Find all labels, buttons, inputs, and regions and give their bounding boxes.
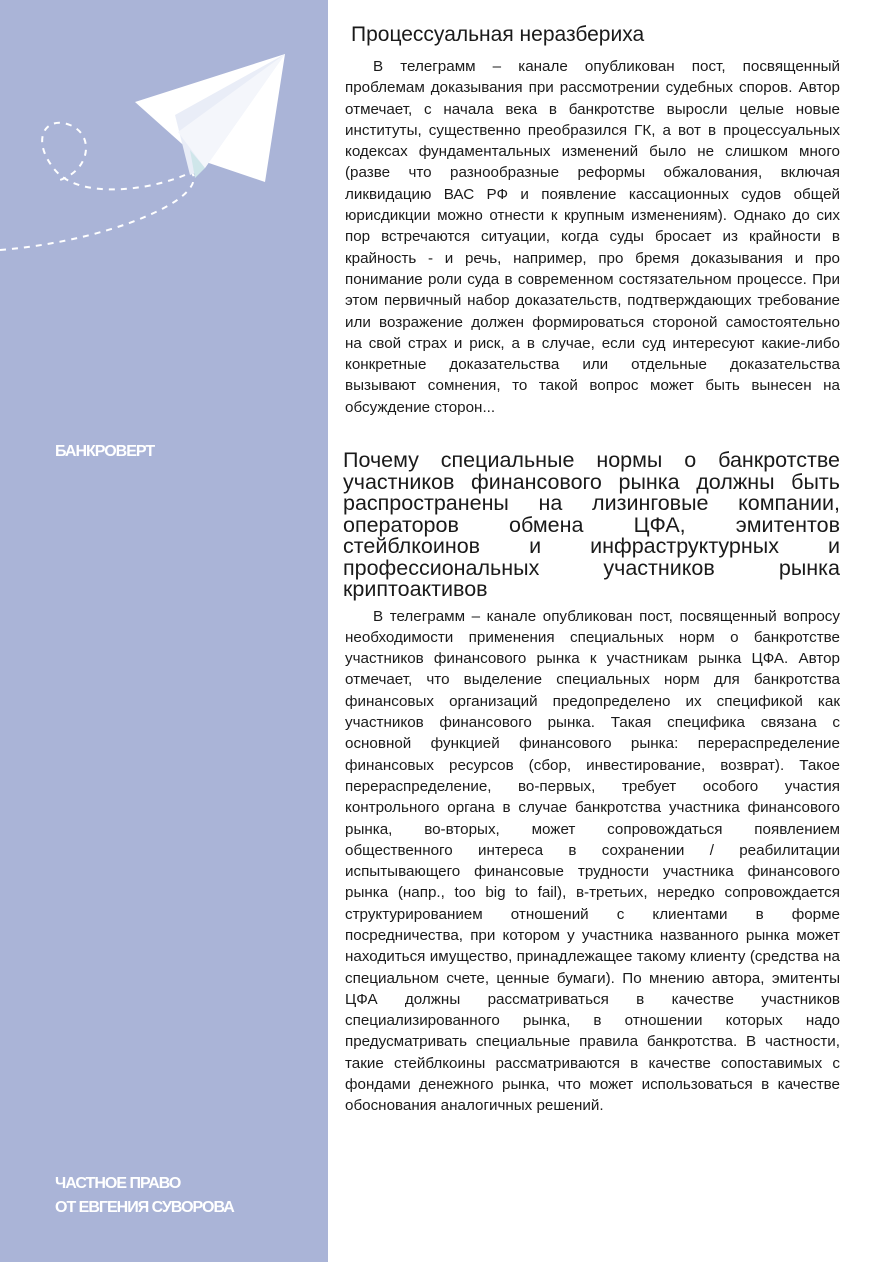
sidebar-label-line2: ОТ ЕВГЕНИЯ СУВОРОВА — [55, 1199, 234, 1216]
article1-title: Процессуальная неразбериха — [351, 23, 645, 46]
sidebar-label-private-law — [55, 1172, 234, 1220]
sidebar-label-line1: ЧАСТНОЕ ПРАВО — [55, 1175, 181, 1192]
article2-body: В телеграмм – канале опубликован пост, посвященный вопросу необходимости применения специальных норм о банкротстве участников финансового рынка к участникам рынка ЦФА. Автор отмечает, что выделение специальных норм для банкротства финансовых организаций предопределено их спецификой как участников финансового рынка. Такая специфика связана с основной функцией финансового рынка: перераспределение финансовых ресурсов (сбор, инвестирование, возврат). Такое перераспределение, во-первых, требует особого участия контрольного органа в случае банкротства участника финансового рынка, во-вторых, может сопровождаться появлением общественного интереса в сохранении / реабилитации испытывающего финансовые трудности участника финансового рынка (напр., too big to fail), в-третьих, нередко сопровождается структурированием отношений с клиентами в форме посредничества, при котором у участника названного рынка может находиться имущество, принадлежащее такому клиенту (средства на специальном счете, ценные бумаги). По мнению автора, эмитенты ЦФА должны рассматриваться в качестве участников специализированного рынка, в отношении которых надо предусматривать специальные правила банкротства. В частности, такие стейблкоины рассматриваются в качестве сопоставимых с фондами денежного рынка, что может использоваться в качестве обоснования аналогичных решений. — [345, 607, 840, 1115]
telegram-paper-plane-icon — [0, 40, 300, 270]
sidebar-label-bankrovert-text: БАНКРОВЕРТ — [55, 443, 155, 460]
sidebar — [0, 0, 328, 1262]
main-content — [343, 22, 840, 1117]
article2-title: Почему специальные нормы о банкротстве участников финансового рынка должны быть распространены на лизинговые компании, операторов обмена ЦФА, эмитентов стейблкоинов и инфраструктурных и профессиональных участников рынка криптоактивов — [343, 448, 840, 602]
article1-body: В телеграмм – канале опубликован пост, посвященный проблемам доказывания при рассмотрении судебных споров. Автор отмечает, с начала века в банкротстве выросли целые новые институты, существенно преобразился ГК, а вот в процессуальных кодексах фундаментальных изменений было не слишком много (разве что разнообразные реформы обжалования, включая ликвидацию ВАС РФ и появление кассационных судов общей юрисдикции можно отнести к крупным изменениям). Однако до сих пор встречаются ситуации, когда суды бросает из крайности в крайность - и речь, например, про бремя доказывания и про понимание роли суда в современном состязательном процессе. При этом первичный набор доказательств, подтверждающих требование или возражение должен формироваться стороной самостоятельно на свой страх и риск, а в случае, если суд интересуют какие-либо конкретные доказательства или отдельные доказательства вызывают сомнения, то такой вопрос может быть вынесен на обсуждение сторон... — [345, 58, 840, 416]
sidebar-label-bankrovert — [55, 440, 154, 464]
